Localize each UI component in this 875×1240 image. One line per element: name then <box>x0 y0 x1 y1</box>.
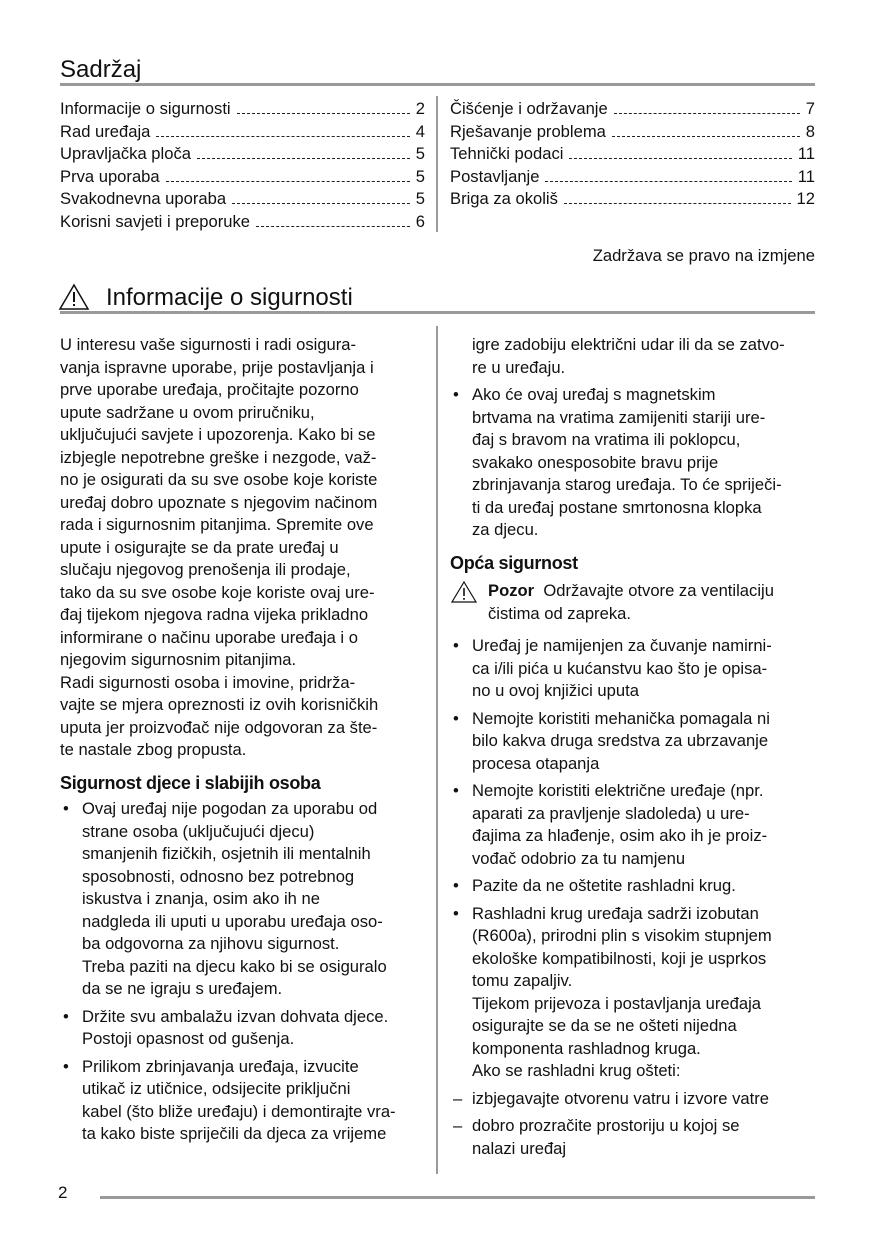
toc-leader <box>237 99 410 114</box>
toc-leader <box>564 189 791 204</box>
bullet: • <box>63 1006 69 1026</box>
toc-entry[interactable] <box>60 211 425 234</box>
toc-entry[interactable] <box>450 121 815 144</box>
toc-leader <box>612 122 800 137</box>
toc-entry-page: 12 <box>796 189 815 208</box>
warning-label: Pozor <box>488 581 535 600</box>
toc-right <box>450 98 815 211</box>
toc-entry[interactable] <box>60 121 425 144</box>
toc-entry-page: 5 <box>415 189 425 208</box>
section-title: Informacije o sigurnosti <box>106 284 353 311</box>
toc-entry-page: 2 <box>415 99 425 118</box>
toc-leader <box>614 99 800 114</box>
bullet: • <box>453 903 459 923</box>
bullet: • <box>453 636 459 655</box>
toc-entry-label: Korisni savjeti i preporuke <box>60 211 250 231</box>
bullet: – <box>453 1116 463 1135</box>
bullet-continuation: igre zadobiju električni udar ili da se zatvo- re u uređaju. <box>472 335 785 377</box>
toc-leader <box>545 167 791 182</box>
toc-entry-page: 7 <box>805 99 815 118</box>
toc-entry-label: Informacije o sigurnosti <box>60 99 231 118</box>
section-rule <box>60 311 815 314</box>
toc-title: Sadržaj <box>60 56 142 83</box>
bullet: – <box>453 1088 463 1108</box>
toc-entry-label: Rješavanje problema <box>450 121 606 141</box>
toc-entry-label: Prva uporaba <box>60 166 160 186</box>
toc-divider <box>436 96 438 232</box>
toc-entry-page: 5 <box>415 144 425 163</box>
toc-entry-label: Čišćenje i održavanje <box>450 99 608 118</box>
column-divider <box>436 326 438 1174</box>
bullet: • <box>453 708 459 728</box>
intro-paragraph: U interesu vaše sigurnosti i radi osigura- vanja ispravne uporabe, prije postavljanja i prve uporabe uređaja, pročitajte pozorno upute sadržane u ovom priručniku, uključujući savjete i upozorenja. Kako bi se izbjegle nepotrebne greške i nezgode, važ- no je osigurati da su sve osobe koje koriste uređaj dobro upoznate s njegovim načinom rada i sigurnosnim pitanjima. Spremite ove upute i osigurajte se da prate uređaj u slučaju njegovog prenošenja ili prodaje, tako da su sve osobe koje koriste ovaj ure- đaj tijekom njegova radna vijeka prikladno informirane o načinu uporabe uređaja i o njegovim sigurnosnim pitanjima. <box>60 335 378 669</box>
list-item: • Nemojte koristiti električne uređaje (npr. aparati za pravljenje sladoleda) u ure- đajima za hlađenje, osim ako ih je proiz- vođač odobrio za tu namjenu <box>450 780 815 870</box>
list-item: – dobro prozračite prostoriju u kojoj se nalazi uređaj <box>450 1115 815 1160</box>
warning-note <box>450 580 815 625</box>
toc-entry-label: Svakodnevna uporaba <box>60 189 227 208</box>
toc-entry[interactable] <box>60 166 425 189</box>
bullet: • <box>453 385 459 404</box>
footer-rule <box>100 1196 815 1199</box>
list-item: • Uređaj je namijenjen za čuvanje namirni- ca i/ili pića u kućanstvu kao što je opisa- no u ovoj knjižici uputa <box>450 635 815 703</box>
rights-note: Zadržava se pravo na izmjene <box>592 246 815 265</box>
toc-entry-page: 5 <box>415 166 425 186</box>
toc-entry-label: Rad uređaja <box>60 121 151 141</box>
toc-leader <box>569 144 791 159</box>
title-rule <box>60 83 815 86</box>
toc-entry[interactable] <box>450 166 815 189</box>
toc-entry[interactable] <box>60 143 425 166</box>
toc-entry-page: 11 <box>797 144 815 163</box>
toc-entry[interactable] <box>450 188 815 211</box>
toc-leader <box>197 144 410 159</box>
intro-paragraph-2: Radi sigurnosti osoba i imovine, pridrža- vajte se mjera opreznosti iz ovih korisničkih uputa jer proizvođač nije odgovoran za šte- te nastale zbog propusta. <box>60 672 379 759</box>
toc-entry-page: 4 <box>415 121 425 141</box>
list-item: • Ako će ovaj uređaj s magnetskim brtvama na vratima zamijeniti stariji ure- đaj s bravom na vratima ili poklopcu, svakako onesposobite bravu prije zbrinjavanja starog uređaja. To će spriječi- ti da uređaj postane smrtonosna klopka za djecu. <box>450 384 815 542</box>
bullet: • <box>453 876 459 895</box>
toc-entry-page: 8 <box>805 121 815 141</box>
page-number: 2 <box>58 1183 68 1202</box>
bullet: • <box>63 799 69 818</box>
toc-entry-label: Briga za okoliš <box>450 189 558 208</box>
list-item: – izbjegavajte otvorenu vatru i izvore vatre <box>450 1088 815 1111</box>
toc-left <box>60 98 425 233</box>
general-safety-heading: Opća sigurnost <box>450 552 578 573</box>
list-item: • Prilikom zbrinjavanja uređaja, izvucite utikač iz utičnice, odsijecite priključni kabel (što bliže uređaju) i demontirajte vra- ta kako biste spriječili da djeca za vrijeme <box>60 1056 425 1146</box>
children-safety-heading: Sigurnost djece i slabijih osoba <box>60 772 321 793</box>
list-item: • Ovaj uređaj nije pogodan za uporabu od strane osoba (uključujući djecu) smanjenih fizičkih, osjetnih ili mentalnih sposobnosti, odnosno bez potrebnog iskustva i znanja, osim ako ih ne nadgleda ili uputi u uporabu uređaja oso- ba odgovorna za njihovu sigurnost. Treba paziti na djecu kako bi se osiguralo da se ne igraju s uređajem. <box>60 798 425 1001</box>
toc-leader <box>156 122 409 137</box>
toc-entry-page: 11 <box>797 166 815 186</box>
toc-entry-label: Tehnički podaci <box>450 144 564 163</box>
left-column <box>60 334 425 1151</box>
right-column <box>450 334 815 1165</box>
toc-leader <box>232 189 410 204</box>
list-item: • Pazite da ne oštetite rashladni krug. <box>450 875 815 898</box>
toc-leader <box>166 167 410 182</box>
toc-entry[interactable] <box>450 143 815 166</box>
toc-entry[interactable] <box>450 98 815 121</box>
warning-icon <box>450 580 488 625</box>
toc-entry[interactable] <box>60 188 425 211</box>
bullet: • <box>63 1056 69 1076</box>
list-item: • Nemojte koristiti mehanička pomagala ni bilo kakva druga sredstva za ubrzavanje procesa otapanja <box>450 708 815 776</box>
toc-entry-label: Postavljanje <box>450 166 540 186</box>
warning-text: Održavajte otvore za ventilaciju čistima od zapreka. <box>488 581 774 623</box>
toc-entry-page: 6 <box>415 211 425 231</box>
bullet: • <box>453 781 459 800</box>
toc-leader <box>256 212 410 227</box>
list-item: • Držite svu ambalažu izvan dohvata djece. Postoji opasnost od gušenja. <box>60 1006 425 1051</box>
toc-entry[interactable] <box>60 98 425 121</box>
toc-entry-label: Upravljačka ploča <box>60 144 191 163</box>
list-item: • Rashladni krug uređaja sadrži izobutan (R600a), prirodni plin s visokim stupnjem ekološke kompatibilnosti, koji je usprkos tomu zapaljiv. Tijekom prijevoza i postavljanja uređaja osigurajte se da se ne ošteti nijedna komponenta rashladnog kruga. Ako se rashladni krug ošteti: <box>450 903 815 1083</box>
